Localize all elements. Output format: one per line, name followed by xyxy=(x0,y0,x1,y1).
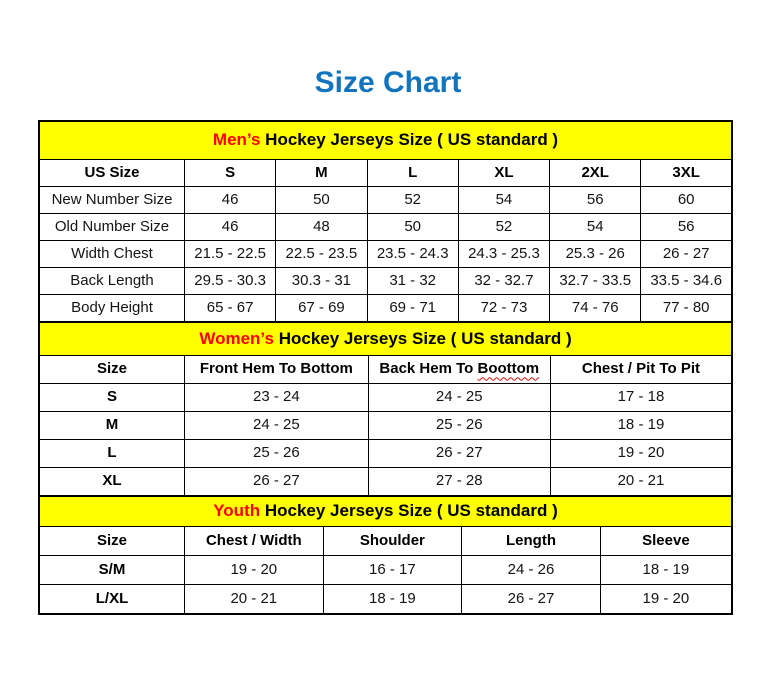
youth-size-table xyxy=(38,495,733,615)
mens-cell: 56 xyxy=(550,187,641,214)
womens-column-header-row xyxy=(39,356,732,384)
youth-cell: 24 - 26 xyxy=(462,556,601,585)
mens-cell: 29.5 - 30.3 xyxy=(185,268,276,295)
mens-cell: 74 - 76 xyxy=(550,295,641,323)
misspelled-word: Boottom xyxy=(477,360,540,378)
womens-cell: 23 - 24 xyxy=(185,384,369,412)
youth-cell: 20 - 21 xyxy=(185,585,324,615)
mens-cell: 77 - 80 xyxy=(641,295,732,323)
womens-cell: 17 - 18 xyxy=(550,384,732,412)
mens-cell: 60 xyxy=(641,187,732,214)
youth-band-row xyxy=(39,496,732,527)
mens-row-label: Back Length xyxy=(39,268,185,295)
womens-band-title: Women’s Hockey Jerseys Size ( US standard ) xyxy=(39,322,732,356)
mens-row xyxy=(39,268,732,295)
womens-cell: 24 - 25 xyxy=(185,412,369,440)
womens-cell: 25 - 26 xyxy=(185,440,369,468)
youth-cell: 19 - 20 xyxy=(600,585,732,615)
mens-cell: 32 - 32.7 xyxy=(458,268,549,295)
womens-row-label: M xyxy=(39,412,185,440)
womens-cell: 19 - 20 xyxy=(550,440,732,468)
womens-size-table xyxy=(38,321,733,497)
womens-cell: 26 - 27 xyxy=(368,440,550,468)
womens-cell: 25 - 26 xyxy=(368,412,550,440)
mens-row-label: Old Number Size xyxy=(39,214,185,241)
mens-row-label: Body Height xyxy=(39,295,185,323)
mens-size-table xyxy=(38,120,733,323)
mens-cell: 69 - 71 xyxy=(367,295,458,323)
womens-row xyxy=(39,412,732,440)
mens-column-header: L xyxy=(367,160,458,187)
mens-cell: 46 xyxy=(185,214,276,241)
mens-row xyxy=(39,241,732,268)
mens-cell: 33.5 - 34.6 xyxy=(641,268,732,295)
mens-column-header: XL xyxy=(458,160,549,187)
mens-cell: 23.5 - 24.3 xyxy=(367,241,458,268)
womens-cell: 20 - 21 xyxy=(550,468,732,497)
mens-cell: 67 - 69 xyxy=(276,295,367,323)
mens-row-label: Width Chest xyxy=(39,241,185,268)
mens-cell: 26 - 27 xyxy=(641,241,732,268)
mens-cell: 65 - 67 xyxy=(185,295,276,323)
mens-row xyxy=(39,187,732,214)
womens-row-label: L xyxy=(39,440,185,468)
youth-column-header: Size xyxy=(39,527,185,556)
womens-cell: 26 - 27 xyxy=(185,468,369,497)
mens-cell: 52 xyxy=(458,214,549,241)
womens-row-label: S xyxy=(39,384,185,412)
youth-column-header: Sleeve xyxy=(600,527,732,556)
mens-cell: 30.3 - 31 xyxy=(276,268,367,295)
mens-cell: 46 xyxy=(185,187,276,214)
womens-row-label: XL xyxy=(39,468,185,497)
mens-cell: 21.5 - 22.5 xyxy=(185,241,276,268)
mens-cell: 72 - 73 xyxy=(458,295,549,323)
mens-cell: 56 xyxy=(641,214,732,241)
mens-column-header-row xyxy=(39,160,732,187)
youth-row xyxy=(39,556,732,585)
womens-row xyxy=(39,468,732,497)
youth-column-header: Shoulder xyxy=(323,527,462,556)
womens-band-row xyxy=(39,322,732,356)
mens-column-header: US Size xyxy=(39,160,185,187)
mens-row xyxy=(39,214,732,241)
youth-column-header-row xyxy=(39,527,732,556)
mens-row xyxy=(39,295,732,323)
youth-row xyxy=(39,585,732,615)
youth-cell: 16 - 17 xyxy=(323,556,462,585)
womens-column-header: Chest / Pit To Pit xyxy=(550,356,732,384)
womens-row xyxy=(39,440,732,468)
youth-band-title: Youth Hockey Jerseys Size ( US standard ) xyxy=(39,496,732,527)
mens-cell: 50 xyxy=(367,214,458,241)
youth-cell: 19 - 20 xyxy=(185,556,324,585)
womens-row xyxy=(39,384,732,412)
youth-column-header: Length xyxy=(462,527,601,556)
womens-cell: 27 - 28 xyxy=(368,468,550,497)
mens-cell: 52 xyxy=(367,187,458,214)
mens-column-header: 2XL xyxy=(550,160,641,187)
mens-cell: 54 xyxy=(458,187,549,214)
mens-column-header: M xyxy=(276,160,367,187)
youth-band-highlight: Youth xyxy=(213,501,261,521)
mens-band-row xyxy=(39,121,732,160)
mens-band-highlight: Men’s xyxy=(212,130,261,150)
mens-cell: 54 xyxy=(550,214,641,241)
mens-column-header: 3XL xyxy=(641,160,732,187)
mens-cell: 25.3 - 26 xyxy=(550,241,641,268)
mens-column-header: S xyxy=(185,160,276,187)
size-tables-container xyxy=(38,120,733,615)
womens-cell: 18 - 19 xyxy=(550,412,732,440)
mens-cell: 50 xyxy=(276,187,367,214)
mens-row-label: New Number Size xyxy=(39,187,185,214)
youth-column-header: Chest / Width xyxy=(185,527,324,556)
mens-cell: 31 - 32 xyxy=(367,268,458,295)
youth-cell: 18 - 19 xyxy=(600,556,732,585)
mens-cell: 48 xyxy=(276,214,367,241)
womens-column-header: Size xyxy=(39,356,185,384)
mens-cell: 24.3 - 25.3 xyxy=(458,241,549,268)
mens-cell: 22.5 - 23.5 xyxy=(276,241,367,268)
youth-cell: 18 - 19 xyxy=(323,585,462,615)
page-title: Size Chart xyxy=(314,66,462,99)
youth-row-label: S/M xyxy=(39,556,185,585)
womens-cell: 24 - 25 xyxy=(368,384,550,412)
womens-band-highlight: Women’s xyxy=(199,328,274,348)
youth-row-label: L/XL xyxy=(39,585,185,615)
youth-cell: 26 - 27 xyxy=(462,585,601,615)
mens-cell: 32.7 - 33.5 xyxy=(550,268,641,295)
womens-column-header: Back Hem To Boottom xyxy=(368,356,550,384)
mens-band-title: Men’s Hockey Jerseys Size ( US standard ) xyxy=(39,121,732,160)
womens-column-header: Front Hem To Bottom xyxy=(185,356,369,384)
